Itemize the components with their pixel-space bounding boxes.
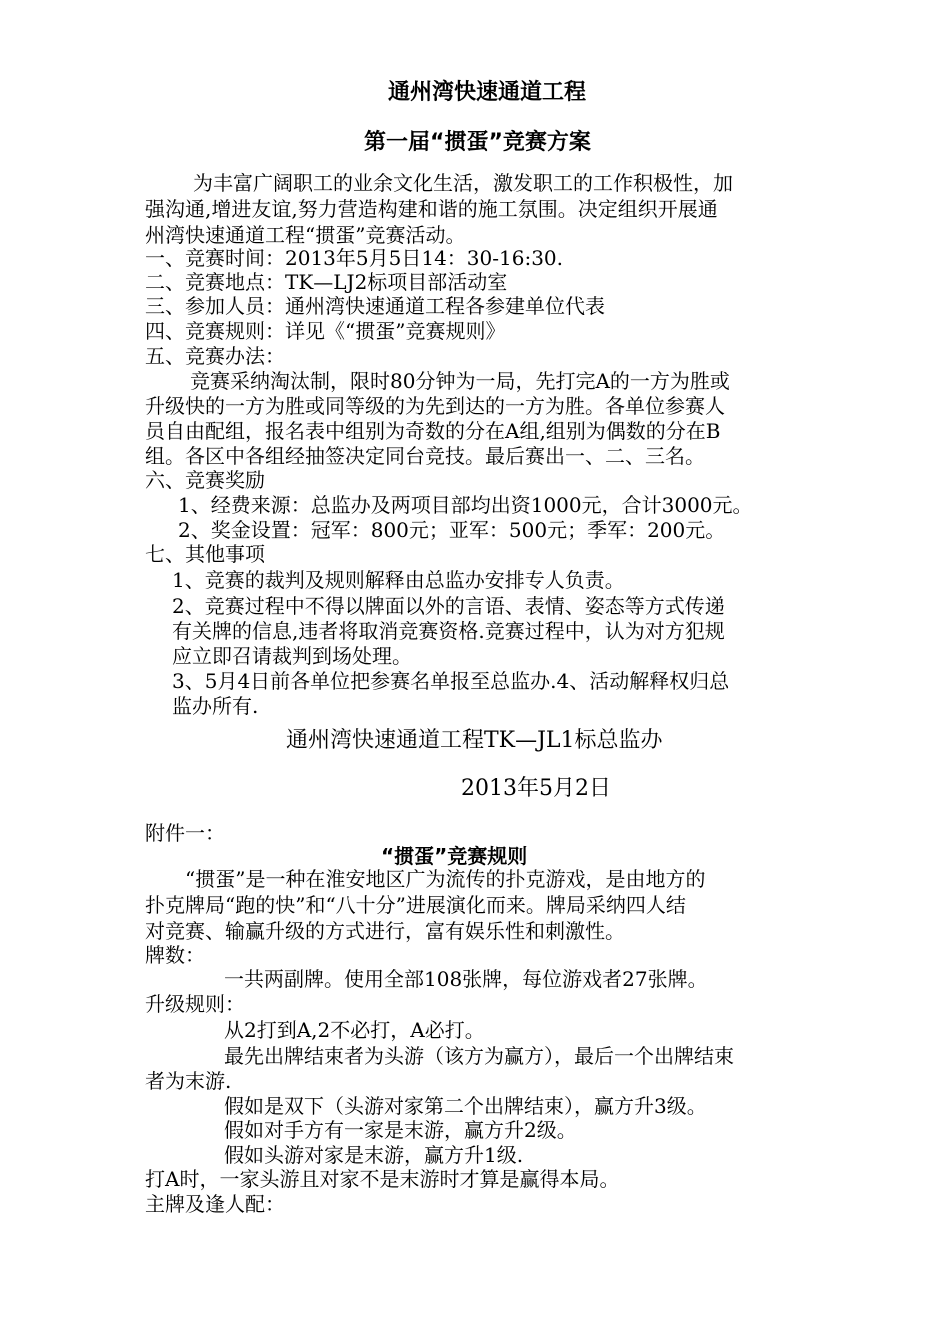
upgrade-line: 假如头游对家是末游，赢方升1级. — [224, 1143, 524, 1167]
upgrade-line: 假如对手方有一家是末游，赢方升2级。 — [224, 1118, 577, 1142]
reward-source: 1、经费来源：总监办及两项目部均出资1000元，合计3000元。 — [178, 493, 753, 517]
attachment-title: “掼蛋”竞赛规则 — [381, 844, 528, 868]
item-place: 二、竞赛地点：TK—LJ2标项目部活动室 — [145, 270, 508, 294]
method-line: 竞赛采纳淘汰制，限时80分钟为一局，先打完A的一方为胜或 — [190, 369, 730, 393]
page-subtitle: 第一届“掼蛋”竞赛方案 — [364, 130, 591, 155]
intro-line: 强沟通,增进友谊,努力营造构建和谐的施工氛围。决定组织开展通 — [145, 197, 718, 221]
upgrade-heading: 升级规则： — [145, 992, 245, 1016]
reward-prizes: 2、奖金设置：冠军：800元；亚军：500元；季军：200元。 — [178, 518, 726, 542]
method-line: 员自由配组，报名表中组别为奇数的分在A组,组别为偶数的分在B — [145, 419, 721, 443]
other-line: 1、竞赛的裁判及规则解释由总监办安排专人负责。 — [172, 568, 625, 592]
item-method-heading: 五、竞赛办法： — [145, 344, 285, 368]
upgrade-line: 最先出牌结束者为头游（该方为赢方），最后一个出牌结束 — [224, 1044, 734, 1068]
attachment-intro-line: 扑克牌局“跑的快”和“八十分”进展演化而来。牌局采纳四人结 — [145, 893, 686, 917]
intro-line: 为丰富广阔职工的业余文化生活，激发职工的工作积极性，加 — [193, 171, 733, 195]
item-time: 一、竞赛时间：2013年5月5日14：30-16:30. — [145, 246, 563, 270]
attachment-label: 附件一： — [145, 821, 225, 845]
upgrade-line: 从2打到A,2不必打，A必打。 — [224, 1018, 485, 1042]
other-line: 有关牌的信息,违者将取消竞赛资格.竞赛过程中，认为对方犯规 — [172, 619, 725, 643]
cards-text: 一共两副牌。使用全部108张牌，每位游戏者27张牌。 — [224, 967, 708, 991]
method-line: 组。各区中各组经抽签决定同台竞技。最后赛出一、二、三名。 — [145, 444, 705, 468]
page-title: 通州湾快速通道工程 — [388, 80, 587, 105]
other-line: 监办所有. — [172, 694, 259, 718]
intro-line: 州湾快速通道工程“掼蛋”竞赛活动。 — [145, 223, 466, 247]
item-other-heading: 七、其他事项 — [145, 542, 265, 566]
upgrade-line: 假如是双下（头游对家第二个出牌结束），赢方升3级。 — [224, 1094, 707, 1118]
signature-date: 2013年5月2日 — [461, 776, 611, 801]
hit-a-rule: 打A时，一家头游且对家不是末游时才算是赢得本局。 — [145, 1167, 620, 1191]
attachment-intro-line: “掼蛋”是一种在淮安地区广为流传的扑克游戏，是由地方的 — [185, 867, 706, 891]
upgrade-line: 者为末游. — [145, 1069, 232, 1093]
item-reward-heading: 六、竞赛奖励 — [145, 468, 265, 492]
main-cards-heading: 主牌及逢人配： — [145, 1192, 285, 1216]
cards-heading: 牌数： — [145, 943, 205, 967]
other-line: 3、5月4日前各单位把参赛名单报至总监办.4、活动解释权归总 — [172, 669, 730, 693]
signature-org: 通州湾快速通道工程TK—JL1标总监办 — [286, 728, 663, 753]
attachment-intro-line: 对竞赛、输赢升级的方式进行，富有娱乐性和刺激性。 — [145, 919, 625, 943]
item-people: 三、参加人员：通州湾快速通道工程各参建单位代表 — [145, 294, 605, 318]
item-rules: 四、竞赛规则：详见《“掼蛋”竞赛规则》 — [145, 319, 506, 343]
method-line: 升级快的一方为胜或同等级的为先到达的一方为胜。各单位参赛人 — [145, 394, 725, 418]
other-line: 2、竞赛过程中不得以牌面以外的言语、表情、姿态等方式传递 — [172, 594, 725, 618]
other-line: 应立即召请裁判到场处理。 — [172, 644, 412, 668]
